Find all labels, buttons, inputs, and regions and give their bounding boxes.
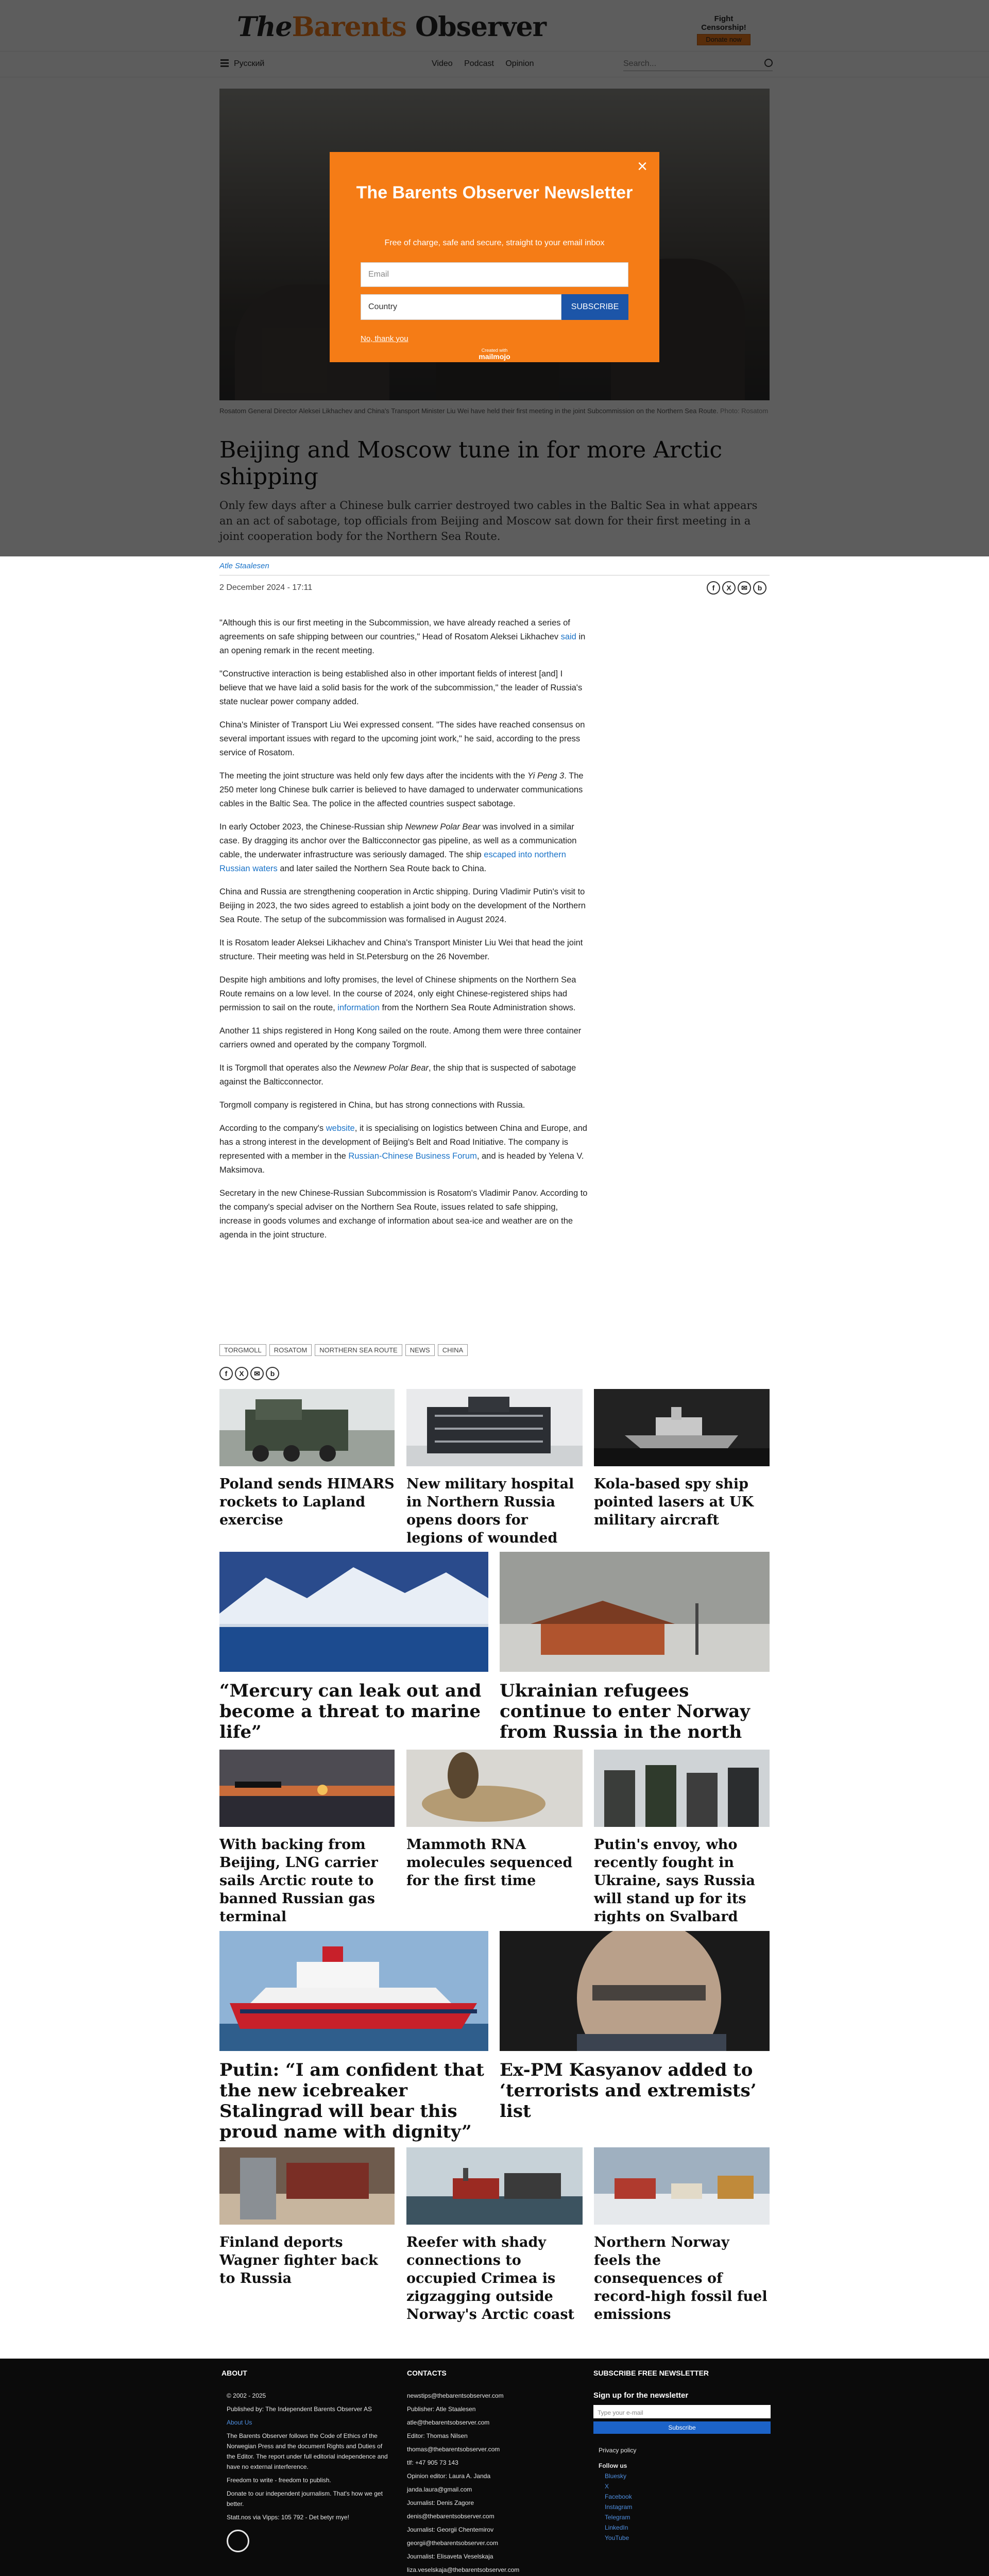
contact-line: Publisher: Atle Staalesen (407, 2405, 476, 2413)
privacy-link[interactable]: Privacy policy (599, 2447, 637, 2454)
paragraph: "Although this is our first meeting in the Subcommission, we have already reached a series of agreements on safe shipping between our countries," Head of Rosatom Aleksei Likhachev said in an opening remark in the recent meeting. (219, 618, 586, 655)
teaser-image[interactable] (594, 1389, 770, 1466)
teaser-title[interactable]: Poland sends HIMARS rockets to Lapland exercise (219, 1476, 395, 1528)
modal-subtitle: Free of charge, safe and secure, straight to your email inbox (384, 239, 605, 247)
footer-newsletter-title: SUBSCRIBE FREE NEWSLETTER (593, 2369, 709, 2377)
paragraph: Torgmoll company is registered in China, but has strong connections with Russia. (219, 1100, 525, 1110)
teaser-card[interactable] (219, 1389, 395, 1529)
bluesky-icon[interactable]: b (753, 581, 766, 595)
teaser-title[interactable]: Ex-PM Kasyanov added to ‘terrorists and extremists’ list (500, 2060, 757, 2122)
teaser-image[interactable] (594, 2147, 770, 2225)
teaser-card[interactable] (594, 1750, 770, 1926)
contact-line: Journalist: Denis Zagore (407, 2499, 474, 2506)
teaser-card[interactable] (219, 1750, 395, 1926)
social-x[interactable]: X (605, 2483, 609, 2490)
website-link[interactable]: website (326, 1124, 355, 1133)
footer-about (221, 2368, 391, 2552)
teaser-image[interactable] (500, 1552, 770, 1672)
footer-text: The Barents Observer follows the Code of Ethics of the Norwegian Press and the document Rights and Duties of the Editor. The report under full editorial independence and have no external interference. (227, 2432, 388, 2470)
teaser-image[interactable] (406, 1389, 583, 1466)
newsletter-email-input[interactable]: Type your e-mail (593, 2405, 771, 2418)
author-link[interactable]: Atle Staalesen (219, 562, 269, 570)
email-icon[interactable]: ✉ (738, 581, 751, 595)
teaser-card[interactable] (500, 1931, 770, 2122)
close-icon[interactable]: × (637, 157, 647, 176)
contact-line: tlf: +47 905 73 143 (407, 2459, 458, 2466)
contact-line: Editor: Thomas Nilsen (407, 2432, 468, 2439)
teaser-image[interactable] (594, 1750, 770, 1827)
site-footer (0, 2359, 989, 2576)
paragraph: It is Rosatom leader Aleksei Likhachev and China's Transport Minister Liu Wei that head the joint structure. Their meeting was held in St.Petersburg on the 26 November. (219, 938, 583, 961)
teaser-image[interactable] (219, 1389, 395, 1466)
teaser-card[interactable] (219, 1931, 488, 2142)
teaser-title[interactable]: Putin's envoy, who recently fought in Ukraine, says Russia will stand up for its rights on Svalbard (594, 1837, 756, 1925)
modal-title: The Barents Observer Newsletter (356, 183, 633, 202)
teaser-card[interactable] (406, 2147, 583, 2324)
pfu-seal-icon (227, 2530, 249, 2552)
newsletter-modal (330, 152, 659, 362)
paragraph: According to the company's website, it is specialising on logistics between China and Europe, and has a strong interest in the development of Beijing's Belt and Road Initiative. The company is represented with a member in the Russian-Chinese Business Forum, and is headed by Yelena V. Maksimova. (219, 1124, 587, 1175)
bluesky-icon[interactable]: b (266, 1367, 279, 1380)
follow-title: Follow us (599, 2462, 627, 2469)
paragraph: In early October 2023, the Chinese-Russian ship Newnew Polar Bear was involved in a similar case. By dragging its anchor over the Balticconnector gas pipeline, as well as a communication cable, the underwater infrastructure was seriously damaged. The ship escaped into northern Russian waters and later sailed the Northern Sea Route back to China. (219, 822, 577, 873)
facebook-icon[interactable]: f (707, 581, 720, 595)
contact-line[interactable]: liza.veselskaja@thebarentsobserver.com (407, 2566, 520, 2573)
contact-line[interactable]: newstips@thebarentsobserver.com (407, 2392, 504, 2399)
footer-text: Donate to our independent journalism. That's how we get better. (227, 2490, 383, 2507)
paragraph: China's Minister of Transport Liu Wei expressed consent. "The sides have reached consensus on several important issues with regard to the upcoming joint work," he said, according to the press service of Rosatom. (219, 720, 585, 757)
teaser-title[interactable]: “Mercury can leak out and become a threat to marine life” (219, 1681, 482, 1742)
newsletter-subscribe-button[interactable]: Subscribe (593, 2421, 771, 2434)
contact-line: Journalist: Georgii Chentemirov (407, 2526, 494, 2533)
contact-line[interactable]: denis@thebarentsobserver.com (407, 2513, 494, 2520)
social-facebook[interactable]: Facebook (605, 2493, 632, 2500)
contact-line: Opinion editor: Laura A. Janda (407, 2472, 491, 2480)
contact-line: Journalist: Elisaveta Veselskaja (407, 2553, 493, 2560)
x-icon[interactable]: X (235, 1367, 248, 1380)
paragraph: It is Torgmoll that operates also the Newnew Polar Bear, the ship that is suspected of sabotage against the Balticconnector. (219, 1063, 576, 1087)
footer-text: Statt.nos via Vipps: 105 792 - Det betyr mye! (227, 2514, 349, 2521)
teaser-image[interactable] (500, 1931, 770, 2051)
teaser-card[interactable] (219, 1552, 488, 1742)
share-buttons-top (705, 581, 766, 595)
contact-line[interactable]: thomas@thebarentsobserver.com (407, 2446, 500, 2453)
teaser-title[interactable]: Kola-based spy ship pointed lasers at UK military aircraft (594, 1476, 754, 1528)
teaser-title[interactable]: Mammoth RNA molecules sequenced for the first time (406, 1837, 573, 1889)
teaser-card[interactable] (219, 2147, 395, 2287)
teaser-image[interactable] (219, 2147, 395, 2225)
business-forum-link[interactable]: Russian-Chinese Business Forum (348, 1151, 477, 1161)
tag-list (219, 1344, 471, 1356)
footer-contacts (407, 2368, 577, 2576)
teaser-title[interactable]: Reefer with shady connections to occupied Crimea is zigzagging outside Norway's Arctic coast (406, 2234, 575, 2323)
footer-newsletter (593, 2368, 771, 2543)
teaser-card[interactable] (406, 1389, 583, 1565)
article-date: 2 December 2024 - 17:11 (219, 583, 313, 592)
teaser-image[interactable] (406, 1750, 583, 1827)
teaser-image[interactable] (219, 1552, 488, 1672)
footer-contacts-title: CONTACTS (407, 2369, 447, 2377)
teaser-card[interactable] (406, 1750, 583, 1890)
footer-text: Freedom to write - freedom to publish. (227, 2477, 331, 2484)
footer-text: © 2002 - 2025 (227, 2392, 266, 2399)
signup-title: Sign up for the newsletter (593, 2391, 689, 2400)
said-link[interactable]: said (560, 632, 576, 641)
facebook-icon[interactable]: f (219, 1367, 233, 1380)
social-youtube[interactable]: YouTube (605, 2534, 629, 2541)
article-body (219, 616, 590, 1251)
powered-label: Created with (481, 348, 508, 353)
x-icon[interactable]: X (722, 581, 736, 595)
teaser-card[interactable] (594, 1389, 770, 1529)
tag[interactable]: NEWS (405, 1344, 435, 1356)
teaser-title[interactable]: New military hospital in Northern Russia opens doors for legions of wounded (406, 1476, 574, 1546)
teaser-title[interactable]: Ukrainian refugees continue to enter Norway from Russia in the north (500, 1681, 751, 1742)
teaser-title[interactable]: Finland deports Wagner fighter back to Russia (219, 2234, 378, 2286)
contact-line[interactable]: janda.laura@gmail.com (407, 2486, 472, 2493)
tag[interactable]: NORTHERN SEA ROUTE (315, 1344, 402, 1356)
paragraph: "Constructive interaction is being established also in other important fields of interest [and] I believe that we have laid a solid basis for the work of the subcommission," the leader of Russia's state nuclear power company added. (219, 669, 583, 706)
information-link[interactable]: information (337, 1003, 380, 1012)
email-field[interactable]: Email (361, 262, 628, 287)
teaser-title[interactable]: Northern Norway feels the consequences of record-high fossil fuel emissions (594, 2234, 768, 2323)
teaser-title[interactable]: With backing from Beijing, LNG carrier sails Arctic route to banned Russian gas terminal (219, 1837, 378, 1925)
teaser-image[interactable] (406, 2147, 583, 2225)
tag[interactable]: TORGMOLL (219, 1344, 266, 1356)
no-thanks-link[interactable]: No, thank you (361, 334, 408, 343)
social-instagram[interactable]: Instagram (605, 2503, 633, 2511)
subscribe-button[interactable]: SUBSCRIBE (561, 294, 628, 320)
tag[interactable]: ROSATOM (269, 1344, 312, 1356)
about-us-link[interactable]: About Us (227, 2419, 252, 2426)
mailmojo-badge[interactable] (469, 348, 520, 360)
teaser-card[interactable] (594, 2147, 770, 2324)
tag[interactable]: CHINA (438, 1344, 468, 1356)
social-telegram[interactable]: Telegram (605, 2514, 630, 2521)
contact-line[interactable]: atle@thebarentsobserver.com (407, 2419, 490, 2426)
paragraph: China and Russia are strengthening cooperation in Arctic shipping. During Vladimir Putin's visit to Beijing in 2023, the two sides agreed to establish a joint body on the development of the Northern Sea Route. The setup of the subcommission was formalised in August 2024. (219, 887, 586, 924)
escaped-link[interactable]: escaped into northern Russian waters (219, 850, 566, 873)
contact-line[interactable]: georgii@thebarentsobserver.com (407, 2539, 498, 2547)
paragraph: Another 11 ships registered in Hong Kong sailed on the route. Among them were three container carriers owned and operated by the company Torgmoll. (219, 1026, 582, 1049)
footer-text: Published by: The Independent Barents Observer AS (227, 2405, 372, 2413)
teaser-title[interactable]: Putin: “I am confident that the new icebreaker Stalingrad will bear this proud name with dignity” (219, 2060, 484, 2142)
paragraph: Secretary in the new Chinese-Russian Subcommission is Rosatom's Vladimir Panov. According to the company's special adviser on the Northern Sea Route, issues related to safe shipping, increase in goods volumes and exchange of information about sea-ice and weather are on the agenda in the joint structure. (219, 1189, 588, 1240)
share-buttons-bottom (217, 1367, 279, 1380)
social-bluesky[interactable]: Bluesky (605, 2472, 627, 2480)
powered-brand: mailmojo (479, 352, 510, 361)
paragraph: Despite high ambitions and lofty promises, the level of Chinese shipments on the Northern Sea Route remains on a low level. In the course of 2024, only eight Chinese-registered ships had permission to sail on the route, information from the Northern Sea Route Administration shows. (219, 975, 576, 1012)
email-icon[interactable]: ✉ (250, 1367, 264, 1380)
teaser-card[interactable] (500, 1552, 770, 1742)
footer-about-title: ABOUT (221, 2369, 247, 2377)
teaser-image[interactable] (219, 1931, 488, 2051)
paragraph: The meeting the joint structure was held only few days after the incidents with the Yi Peng 3. The 250 meter long Chinese bulk carrier is believed to have damaged to underwater communications cables in the Baltic Sea. The police in the affected countries suspect sabotage. (219, 771, 584, 808)
social-linkedin[interactable]: LinkedIn (605, 2524, 628, 2531)
teaser-image[interactable] (219, 1750, 395, 1827)
country-select[interactable]: Country (361, 294, 561, 320)
